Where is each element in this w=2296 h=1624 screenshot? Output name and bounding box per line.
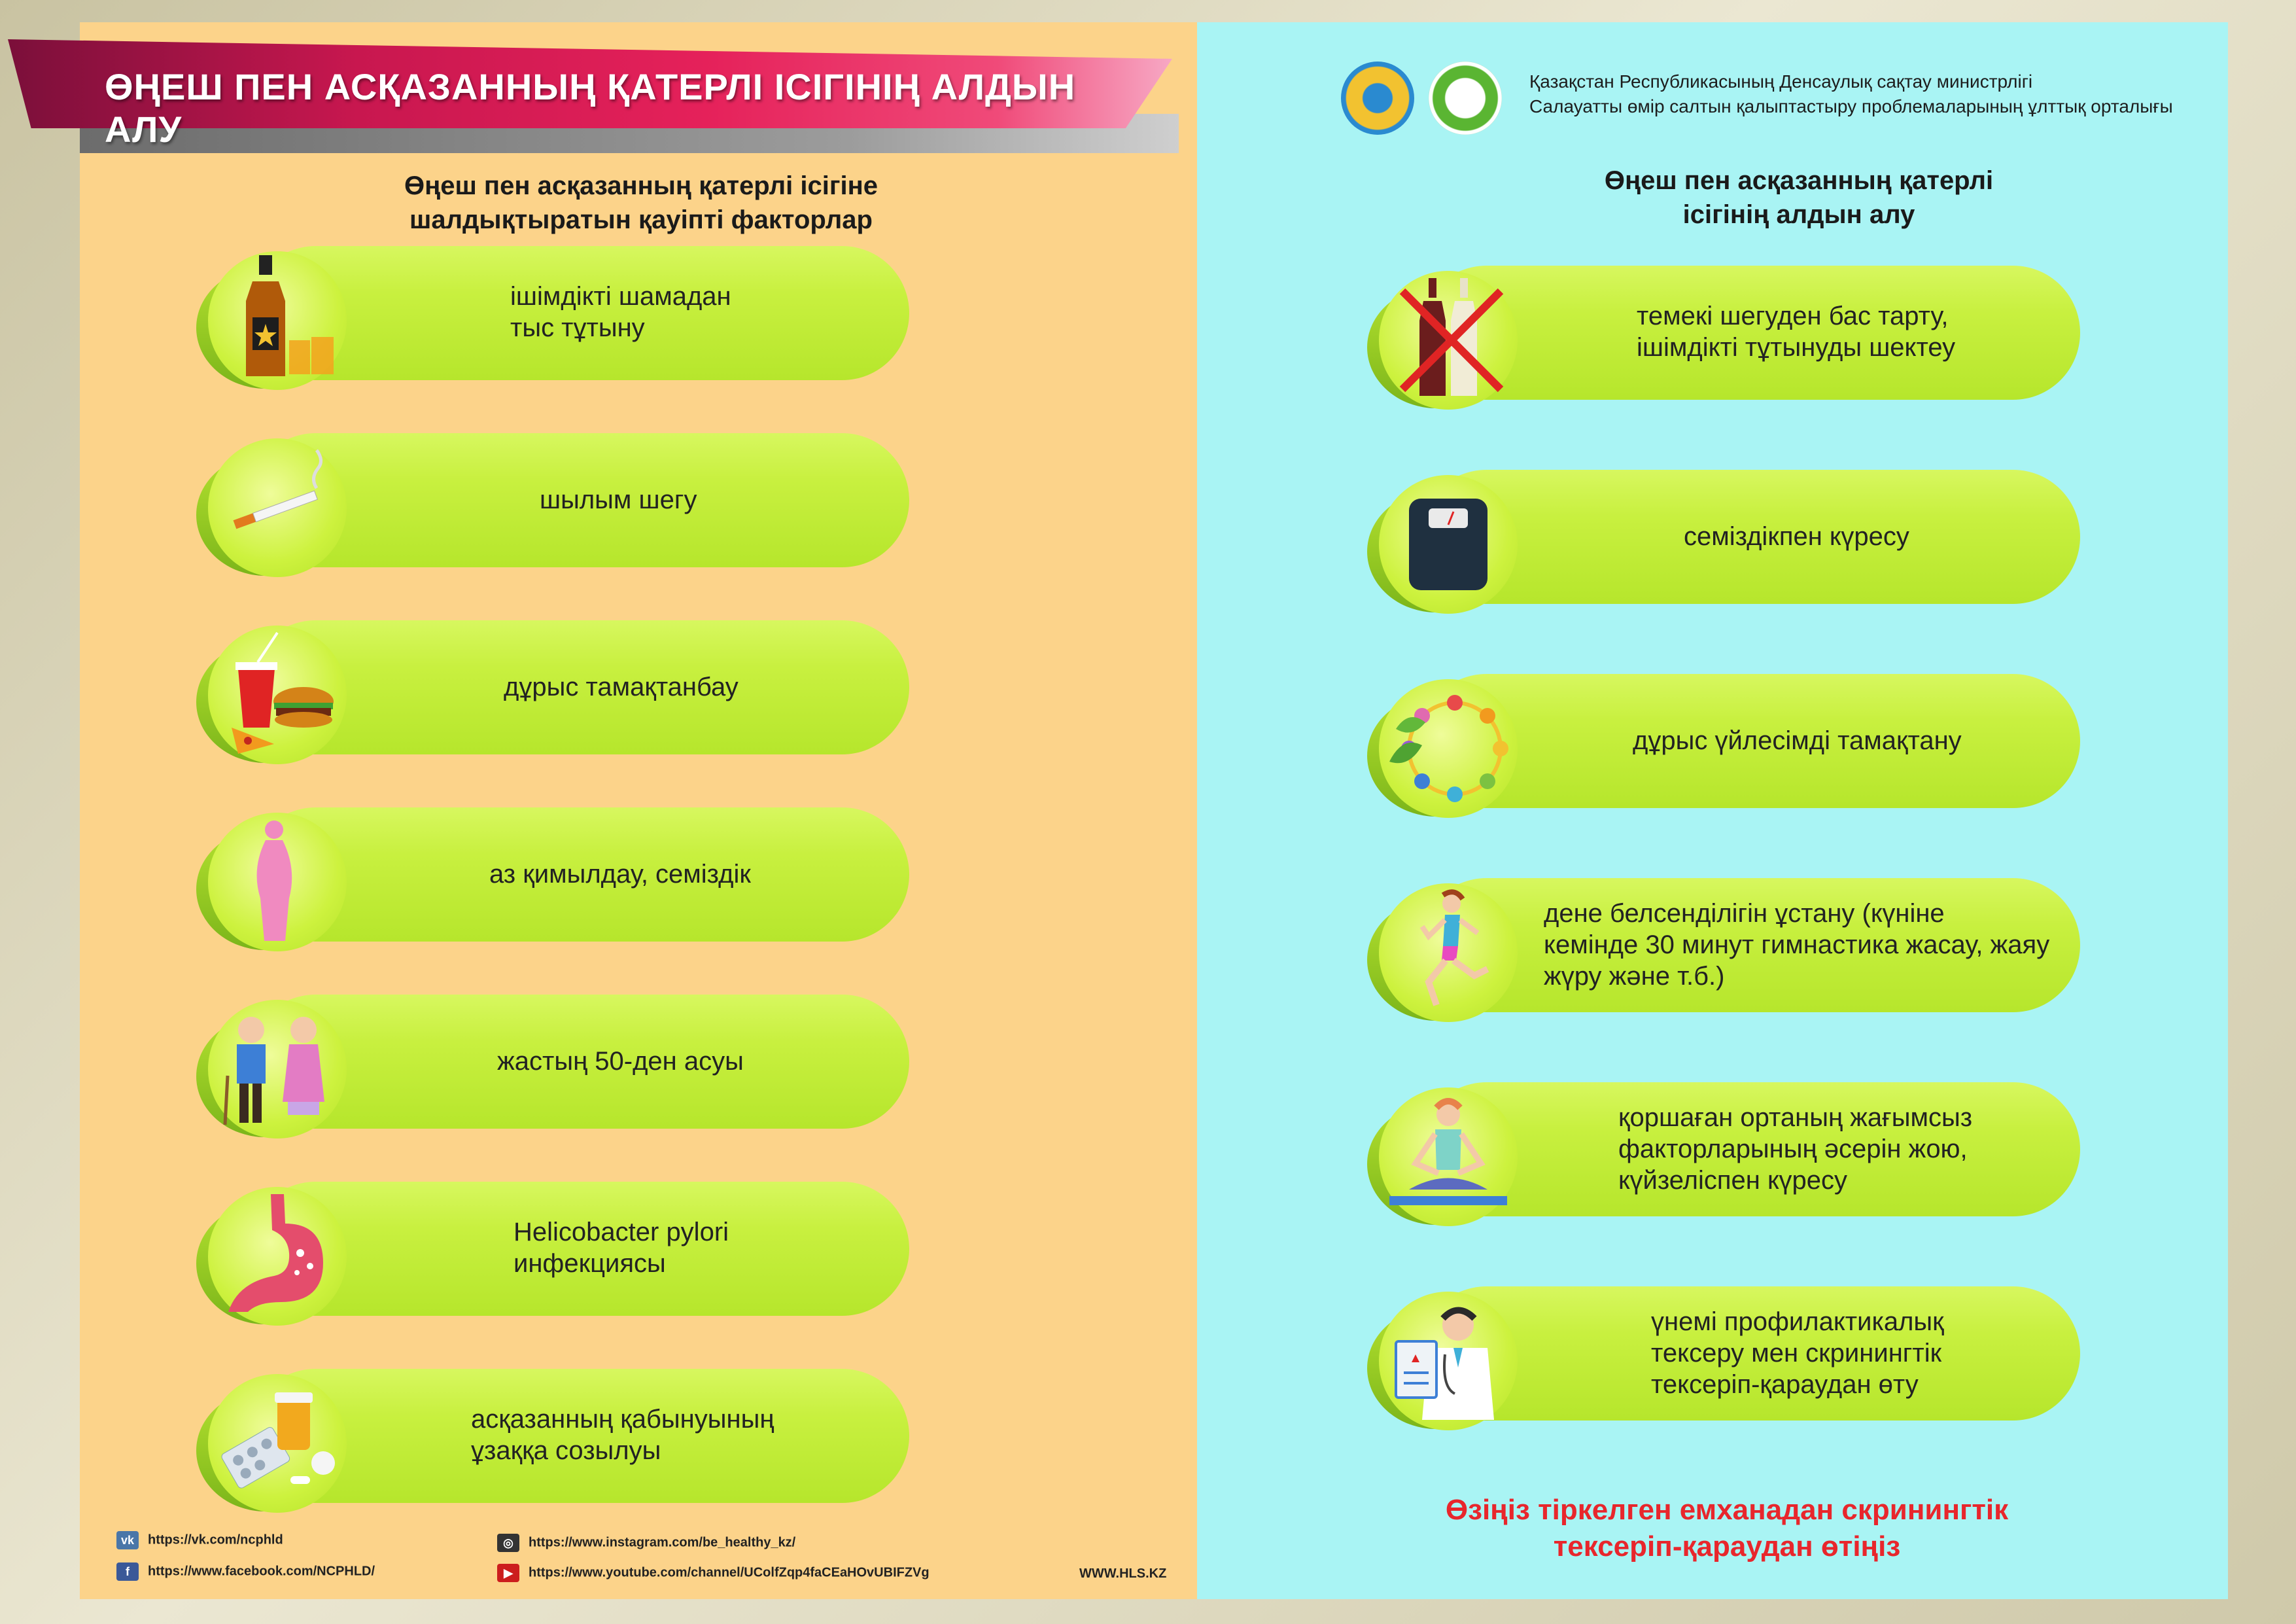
label-line: факторларының әсерін жою, <box>1618 1135 1968 1163</box>
item-label <box>1633 725 1962 756</box>
cigarette-icon <box>208 438 347 577</box>
fast-food-icon <box>208 626 347 764</box>
label-line: күйзеліспен күресу <box>1618 1166 1847 1195</box>
vk-icon: vk <box>116 1531 139 1549</box>
label-line: жастың 50-ден асуы <box>497 1047 744 1076</box>
item-label <box>489 858 751 890</box>
item-label <box>1637 300 1955 363</box>
ministry-text <box>1529 69 2173 119</box>
prevention-item <box>1367 674 2080 818</box>
item-label <box>471 1403 774 1466</box>
label-line: аз қимылдау, семіздік <box>489 860 751 889</box>
banner-title: ӨҢЕШ ПЕН АСҚАЗАННЫҢ ҚАТЕРЛІ ІСІГІНІҢ АЛДЫН АЛУ <box>105 66 1076 150</box>
risk-item <box>196 995 909 1139</box>
label-line: Helicobacter pylori <box>513 1218 729 1246</box>
running-woman-icon <box>1379 883 1518 1022</box>
stomach-icon <box>208 1187 347 1326</box>
no-alcohol-tobacco-icon <box>1379 271 1518 410</box>
left-heading-line-1: Өңеш пен асқазанның қатерлі ісігіне <box>404 171 878 200</box>
label-line: асқазанның қабынуының <box>471 1405 774 1434</box>
label-line: ішімдікті шамадан <box>510 282 731 311</box>
risk-item <box>196 1182 909 1326</box>
pills-icon <box>208 1374 347 1513</box>
right-heading-line-2: ісігінің алдын алу <box>1682 200 1915 229</box>
risk-item <box>196 807 909 951</box>
ncphld-logo-icon <box>1429 62 1502 135</box>
site-link[interactable] <box>1079 1566 1166 1581</box>
risk-item <box>196 1369 909 1513</box>
prevention-item <box>1367 266 2080 410</box>
prevention-item <box>1367 470 2080 614</box>
item-label <box>1544 898 2049 992</box>
item-label <box>510 281 731 344</box>
left-heading <box>340 169 942 237</box>
label-line: тексеріп-қараудан өту <box>1651 1370 1919 1399</box>
label-line: дұрыс тамақтанбау <box>504 673 739 701</box>
risk-item <box>196 433 909 577</box>
label-line: дұрыс үйлесімді тамақтану <box>1633 726 1962 755</box>
site-url: WWW.HLS.KZ <box>1079 1566 1167 1581</box>
elderly-couple-icon <box>208 1000 347 1139</box>
item-label <box>1618 1102 1972 1196</box>
doctor-icon <box>1379 1292 1518 1430</box>
vitamins-icon <box>1379 679 1518 818</box>
vk-link[interactable] <box>116 1531 283 1549</box>
scale-icon <box>1379 475 1518 614</box>
screening-call-to-action <box>1439 1492 2015 1565</box>
meditation-icon <box>1379 1087 1518 1226</box>
instagram-url: https://www.instagram.com/be_healthy_kz/ <box>529 1535 796 1550</box>
facebook-icon: f <box>116 1562 139 1581</box>
label-line: үнемі профилактикалық <box>1651 1307 1944 1336</box>
alcohol-bottle-icon <box>208 251 347 390</box>
item-label <box>1651 1306 1944 1400</box>
label-line: жүру және т.б.) <box>1544 962 1725 991</box>
youtube-icon: ▶ <box>497 1564 519 1582</box>
cta-line-1: Өзіңіз тіркелген емханадан скринингтік <box>1445 1494 2009 1526</box>
label-line: ішімдікті тұтынуды шектеу <box>1637 333 1956 362</box>
left-heading-line-2: шалдықтыратын қауіпті факторлар <box>409 205 873 234</box>
ministry-line-1: Қазақстан Республикасының Денсаулық сақтау министрлігі <box>1529 71 2033 92</box>
facebook-link[interactable] <box>116 1562 375 1581</box>
item-label <box>497 1046 744 1077</box>
item-label <box>513 1216 729 1279</box>
label-line: қоршаған ортаның жағымсыз <box>1618 1103 1973 1132</box>
right-heading <box>1505 164 2093 232</box>
cta-line-2: тексеріп-қараудан өтіңіз <box>1553 1530 1901 1562</box>
risk-item <box>196 620 909 764</box>
prevention-item <box>1367 878 2080 1022</box>
item-label <box>540 484 697 516</box>
ministry-line-2: Салауатты өмір салтын қалыптастыру проблемаларының ұлттық орталығы <box>1529 96 2173 116</box>
label-line: кемінде 30 минут гимнастика жасау, жаяу <box>1544 930 2050 959</box>
instagram-link[interactable] <box>497 1534 795 1552</box>
prevention-item <box>1367 1286 2080 1430</box>
risk-item <box>196 246 909 390</box>
label-line: тыс тұтыну <box>510 313 645 342</box>
instagram-icon: ◎ <box>497 1534 519 1552</box>
obese-silhouette-icon <box>208 813 347 951</box>
vk-url: https://vk.com/ncphld <box>148 1532 283 1547</box>
item-label <box>504 671 739 703</box>
label-line: тексеру мен скринингтік <box>1651 1339 1942 1368</box>
item-label <box>1684 521 1909 552</box>
kazakhstan-emblem-icon <box>1341 62 1414 135</box>
label-line: дене белсенділігін ұстану (күніне <box>1544 899 1945 928</box>
label-line: семіздікпен күресу <box>1684 522 1909 551</box>
youtube-url: https://www.youtube.com/channel/UColfZqp4faCEaHOvUBIFZVg <box>529 1565 930 1580</box>
label-line: шылым шегу <box>540 485 697 514</box>
label-line: темекі шегуден бас тарту, <box>1637 302 1949 330</box>
label-line: ұзаққа созылуы <box>471 1436 661 1465</box>
label-line: инфекциясы <box>513 1249 666 1278</box>
facebook-url: https://www.facebook.com/NCPHLD/ <box>148 1564 375 1579</box>
right-heading-line-1: Өңеш пен асқазанның қатерлі <box>1604 166 1994 195</box>
youtube-link[interactable] <box>497 1564 930 1582</box>
prevention-item <box>1367 1082 2080 1226</box>
